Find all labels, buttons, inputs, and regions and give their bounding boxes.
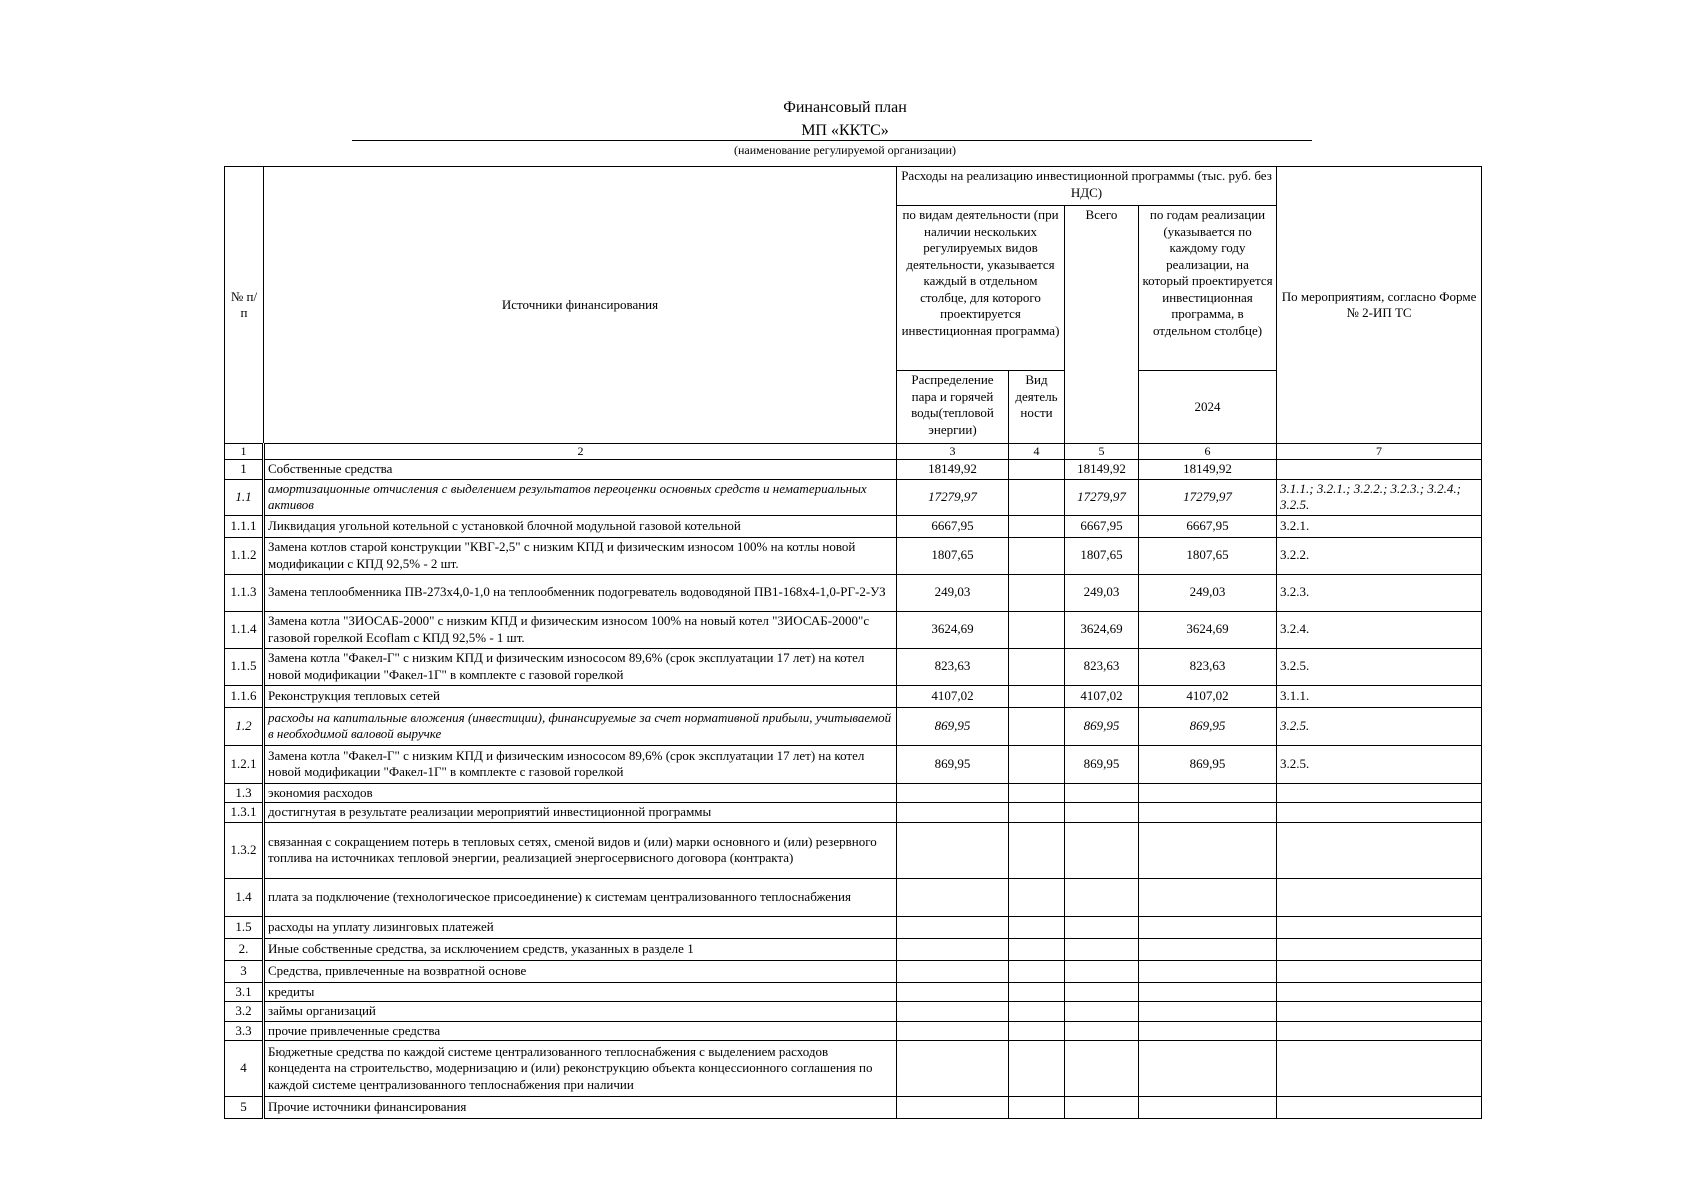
row-value-activity-2 xyxy=(1009,1041,1065,1097)
row-measures-ref xyxy=(1277,1097,1482,1119)
row-value-activity-1 xyxy=(897,938,1009,960)
row-measures-ref xyxy=(1277,1002,1482,1022)
row-value-activity-1 xyxy=(897,1002,1009,1022)
row-value-total xyxy=(1065,938,1139,960)
row-source-name: прочие привлеченные средства xyxy=(264,1021,897,1041)
row-number: 1.4 xyxy=(225,878,264,916)
row-value-activity-2 xyxy=(1009,938,1065,960)
table-row xyxy=(225,878,1482,916)
table-row xyxy=(225,1021,1482,1041)
row-value-activity-1: 1807,65 xyxy=(897,537,1009,574)
row-value-2024 xyxy=(1139,1041,1277,1097)
row-value-2024: 1807,65 xyxy=(1139,537,1277,574)
row-number: 3 xyxy=(225,960,264,982)
row-measures-ref xyxy=(1277,938,1482,960)
row-value-activity-1 xyxy=(897,960,1009,982)
row-value-2024: 249,03 xyxy=(1139,574,1277,611)
row-value-activity-1: 823,63 xyxy=(897,648,1009,685)
row-value-2024 xyxy=(1139,982,1277,1002)
row-value-total xyxy=(1065,982,1139,1002)
row-measures-ref xyxy=(1277,960,1482,982)
row-source-name: плата за подключение (технологическое присоединение) к системам централизованного теплоснабжения xyxy=(264,878,897,916)
row-measures-ref xyxy=(1277,1021,1482,1041)
row-value-activity-2 xyxy=(1009,611,1065,648)
col-header-by-activity: по видам деятельности (при наличии нескольких регулируемых видов деятельности, указывается каждый в отдельном столбце, для которого проектируется инвестиционная программа) xyxy=(897,206,1065,371)
row-value-activity-2 xyxy=(1009,479,1065,515)
row-measures-ref xyxy=(1277,1041,1482,1097)
table-row xyxy=(225,783,1482,803)
row-value-activity-1 xyxy=(897,916,1009,938)
col-header-by-years: по годам реализации (указывается по каждому году реализации, на который проектируется инвестиционная программа, в отдельном столбце) xyxy=(1139,206,1277,371)
column-index: 5 xyxy=(1065,444,1139,460)
table-row xyxy=(225,479,1482,515)
row-value-activity-2 xyxy=(1009,685,1065,707)
row-value-total xyxy=(1065,1002,1139,1022)
row-value-activity-2 xyxy=(1009,783,1065,803)
row-number: 2. xyxy=(225,938,264,960)
column-index-row xyxy=(225,444,1482,460)
row-value-activity-1: 4107,02 xyxy=(897,685,1009,707)
row-measures-ref: 3.1.1.; 3.2.1.; 3.2.2.; 3.2.3.; 3.2.4.; 3.2.5. xyxy=(1277,479,1482,515)
col-header-year: 2024 xyxy=(1139,371,1277,444)
row-source-name: расходы на капитальные вложения (инвестиции), финансируемые за счет нормативной прибыли, учитываемой в необходимой валовой выручке xyxy=(264,707,897,745)
row-number: 4 xyxy=(225,1041,264,1097)
row-value-2024: 4107,02 xyxy=(1139,685,1277,707)
row-measures-ref: 3.2.5. xyxy=(1277,745,1482,783)
row-value-activity-2 xyxy=(1009,1097,1065,1119)
row-source-name: амортизационные отчисления с выделением результатов переоценки основных средств и нематериальных активов xyxy=(264,479,897,515)
row-measures-ref xyxy=(1277,878,1482,916)
row-value-activity-2 xyxy=(1009,822,1065,878)
row-value-2024: 18149,92 xyxy=(1139,460,1277,480)
row-value-total xyxy=(1065,783,1139,803)
row-value-activity-2 xyxy=(1009,745,1065,783)
row-source-name: кредиты xyxy=(264,982,897,1002)
row-value-total xyxy=(1065,1041,1139,1097)
column-index: 1 xyxy=(225,444,264,460)
row-value-activity-2 xyxy=(1009,537,1065,574)
row-value-activity-1 xyxy=(897,878,1009,916)
row-number: 1.3.2 xyxy=(225,822,264,878)
row-value-2024 xyxy=(1139,822,1277,878)
row-source-name: Бюджетные средства по каждой системе централизованного теплоснабжения с выделением расходов концедента на строительство, модернизацию и (или) реконструкцию объекта концессионного соглашения по каждой системе централизованного теплоснабжения при наличии xyxy=(264,1041,897,1097)
row-value-activity-2 xyxy=(1009,574,1065,611)
row-value-total xyxy=(1065,916,1139,938)
row-value-2024 xyxy=(1139,803,1277,823)
row-source-name: экономия расходов xyxy=(264,783,897,803)
row-number: 3.1 xyxy=(225,982,264,1002)
row-value-total: 17279,97 xyxy=(1065,479,1139,515)
financial-plan-table xyxy=(224,166,1482,1119)
row-source-name: Прочие источники финансирования xyxy=(264,1097,897,1119)
col-header-activity-2: Вид деятель ности xyxy=(1009,371,1065,444)
row-number: 1 xyxy=(225,460,264,480)
row-value-2024 xyxy=(1139,783,1277,803)
row-value-activity-1: 249,03 xyxy=(897,574,1009,611)
table-row xyxy=(225,1041,1482,1097)
row-value-2024 xyxy=(1139,1021,1277,1041)
row-value-activity-2 xyxy=(1009,460,1065,480)
table-row xyxy=(225,574,1482,611)
row-value-total: 18149,92 xyxy=(1065,460,1139,480)
row-number: 1.1.4 xyxy=(225,611,264,648)
row-measures-ref: 3.2.3. xyxy=(1277,574,1482,611)
row-number: 1.1.6 xyxy=(225,685,264,707)
column-index: 2 xyxy=(264,444,897,460)
row-value-2024 xyxy=(1139,938,1277,960)
row-value-2024: 823,63 xyxy=(1139,648,1277,685)
plan-title: Финансовый план xyxy=(783,99,907,116)
col-header-measures: По мероприятиям, согласно Форме № 2-ИП ТС xyxy=(1277,167,1482,444)
row-source-name: Замена котла "ЗИОСАБ-2000" с низким КПД и физическим износом 100% на новый котел "ЗИОСАБ-2000"с газовой горелкой Ecoflam с КПД 92,5% - 1 шт. xyxy=(264,611,897,648)
row-value-2024 xyxy=(1139,878,1277,916)
column-index: 7 xyxy=(1277,444,1482,460)
col-header-activity-1: Распределение пара и горячей воды(тепловой энергии) xyxy=(897,371,1009,444)
row-measures-ref: 3.2.5. xyxy=(1277,648,1482,685)
table-row xyxy=(225,707,1482,745)
row-value-total: 869,95 xyxy=(1065,707,1139,745)
row-value-total xyxy=(1065,803,1139,823)
row-value-activity-1: 869,95 xyxy=(897,745,1009,783)
table-row xyxy=(225,916,1482,938)
row-number: 1.5 xyxy=(225,916,264,938)
table-row xyxy=(225,960,1482,982)
row-value-2024 xyxy=(1139,916,1277,938)
row-value-activity-1: 3624,69 xyxy=(897,611,1009,648)
row-measures-ref xyxy=(1277,803,1482,823)
row-measures-ref xyxy=(1277,916,1482,938)
row-value-activity-1 xyxy=(897,803,1009,823)
row-source-name: Замена котла "Факел-Г" с низким КПД и физическим износосом 89,6% (срок эксплуатации 17 лет) на котел новой модификации "Факел-1Г" в комплекте с газовой горелкой xyxy=(264,648,897,685)
table-row xyxy=(225,611,1482,648)
row-value-total xyxy=(1065,960,1139,982)
row-value-activity-1: 6667,95 xyxy=(897,515,1009,537)
row-value-activity-2 xyxy=(1009,1002,1065,1022)
row-value-total: 6667,95 xyxy=(1065,515,1139,537)
row-value-total: 3624,69 xyxy=(1065,611,1139,648)
row-value-activity-1 xyxy=(897,822,1009,878)
row-value-2024: 17279,97 xyxy=(1139,479,1277,515)
row-number: 1.2 xyxy=(225,707,264,745)
row-value-activity-1 xyxy=(897,783,1009,803)
row-source-name: Замена теплообменника ПВ-273х4,0-1,0 на теплообменник подогреватель водоводяной ПВ1-168х4-1,0-РГ-2-УЗ xyxy=(264,574,897,611)
table-row xyxy=(225,822,1482,878)
row-number: 1.3 xyxy=(225,783,264,803)
row-value-activity-1 xyxy=(897,982,1009,1002)
row-value-activity-1 xyxy=(897,1021,1009,1041)
row-source-name: Собственные средства xyxy=(264,460,897,480)
table-row xyxy=(225,460,1482,480)
row-value-2024: 869,95 xyxy=(1139,745,1277,783)
row-value-2024 xyxy=(1139,960,1277,982)
table-row xyxy=(225,515,1482,537)
row-value-total: 1807,65 xyxy=(1065,537,1139,574)
column-index: 3 xyxy=(897,444,1009,460)
row-source-name: Средства, привлеченные на возвратной основе xyxy=(264,960,897,982)
row-value-activity-2 xyxy=(1009,916,1065,938)
row-source-name: достигнутая в результате реализации мероприятий инвестиционной программы xyxy=(264,803,897,823)
row-source-name: Иные собственные средства, за исключением средств, указанных в разделе 1 xyxy=(264,938,897,960)
row-measures-ref xyxy=(1277,783,1482,803)
table-row xyxy=(225,745,1482,783)
row-value-total xyxy=(1065,878,1139,916)
row-source-name: Замена котла "Факел-Г" с низким КПД и физическим износосом 89,6% (срок эксплуатации 17 лет) на котел новой модификации "Факел-1Г" в комплекте с газовой горелкой xyxy=(264,745,897,783)
row-value-total: 823,63 xyxy=(1065,648,1139,685)
organization-name: МП «ККТС» xyxy=(801,122,889,139)
row-value-activity-1: 869,95 xyxy=(897,707,1009,745)
row-number: 1.1.5 xyxy=(225,648,264,685)
row-value-activity-2 xyxy=(1009,515,1065,537)
row-value-activity-2 xyxy=(1009,960,1065,982)
column-index: 4 xyxy=(1009,444,1065,460)
row-value-activity-1: 18149,92 xyxy=(897,460,1009,480)
row-number: 5 xyxy=(225,1097,264,1119)
row-measures-ref xyxy=(1277,822,1482,878)
row-value-total xyxy=(1065,1097,1139,1119)
row-value-2024 xyxy=(1139,1097,1277,1119)
row-value-total xyxy=(1065,822,1139,878)
table-row xyxy=(225,537,1482,574)
table-row xyxy=(225,648,1482,685)
row-measures-ref: 3.2.2. xyxy=(1277,537,1482,574)
column-index: 6 xyxy=(1139,444,1277,460)
row-value-activity-1 xyxy=(897,1041,1009,1097)
row-value-2024: 869,95 xyxy=(1139,707,1277,745)
row-value-activity-2 xyxy=(1009,803,1065,823)
col-header-total: Всего xyxy=(1065,206,1139,444)
row-measures-ref xyxy=(1277,982,1482,1002)
row-number: 1.1 xyxy=(225,479,264,515)
row-value-activity-2 xyxy=(1009,648,1065,685)
organization-caption: (наименование регулируемой организации) xyxy=(733,143,957,157)
row-value-total: 869,95 xyxy=(1065,745,1139,783)
row-measures-ref: 3.2.4. xyxy=(1277,611,1482,648)
row-number: 3.3 xyxy=(225,1021,264,1041)
row-value-total: 4107,02 xyxy=(1065,685,1139,707)
row-number: 3.2 xyxy=(225,1002,264,1022)
row-value-activity-2 xyxy=(1009,878,1065,916)
table-row xyxy=(225,1002,1482,1022)
row-value-2024 xyxy=(1139,1002,1277,1022)
row-value-activity-2 xyxy=(1009,1021,1065,1041)
row-measures-ref xyxy=(1277,460,1482,480)
table-row xyxy=(225,1097,1482,1119)
row-measures-ref: 3.2.1. xyxy=(1277,515,1482,537)
organization-underline xyxy=(352,140,1312,141)
row-value-activity-1 xyxy=(897,1097,1009,1119)
table-row xyxy=(225,982,1482,1002)
table-row xyxy=(225,938,1482,960)
row-value-activity-2 xyxy=(1009,982,1065,1002)
row-value-activity-1: 17279,97 xyxy=(897,479,1009,515)
row-number: 1.3.1 xyxy=(225,803,264,823)
row-measures-ref: 3.2.5. xyxy=(1277,707,1482,745)
row-value-2024: 3624,69 xyxy=(1139,611,1277,648)
row-number: 1.2.1 xyxy=(225,745,264,783)
col-header-sources: Источники финансирования xyxy=(264,167,897,444)
row-value-2024: 6667,95 xyxy=(1139,515,1277,537)
table-row xyxy=(225,803,1482,823)
row-number: 1.1.2 xyxy=(225,537,264,574)
row-value-total xyxy=(1065,1021,1139,1041)
row-value-total: 249,03 xyxy=(1065,574,1139,611)
row-source-name: займы организаций xyxy=(264,1002,897,1022)
table-row xyxy=(225,685,1482,707)
header-row-1 xyxy=(225,167,1482,206)
row-source-name: связанная с сокращением потерь в тепловых сетях, сменой видов и (или) марки основного и (или) резервного топлива на источниках тепловой энергии, реализацией энергосервисного договора (контракта) xyxy=(264,822,897,878)
row-measures-ref: 3.1.1. xyxy=(1277,685,1482,707)
row-source-name: расходы на уплату лизинговых платежей xyxy=(264,916,897,938)
row-source-name: Замена котлов старой конструкции "КВГ-2,5" с низким КПД и физическим износом 100% на котлы новой модификации с КПД 92,5% - 2 шт. xyxy=(264,537,897,574)
row-number: 1.1.1 xyxy=(225,515,264,537)
row-source-name: Ликвидация угольной котельной с установкой блочной модульной газовой котельной xyxy=(264,515,897,537)
row-source-name: Реконструкция тепловых сетей xyxy=(264,685,897,707)
row-value-activity-2 xyxy=(1009,707,1065,745)
row-number: 1.1.3 xyxy=(225,574,264,611)
col-header-expenses: Расходы на реализацию инвестиционной программы (тыс. руб. без НДС) xyxy=(897,167,1277,206)
col-header-num: № п/п xyxy=(225,167,264,444)
